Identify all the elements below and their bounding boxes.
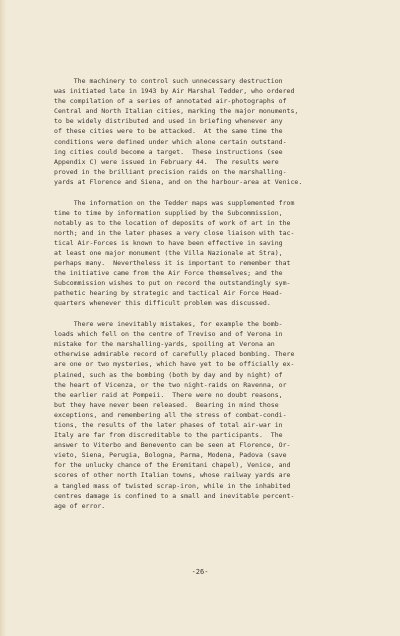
text-line: exceptions, and remembering all the stress of combat-condi-	[54, 410, 287, 419]
text-line: of these cities were to be attacked. At the same time the	[54, 127, 283, 136]
text-line: mistake for the marshalling-yards, spoiling at Verona an	[54, 340, 275, 349]
text-line: the compilation of a series of annotated air-photographs of	[54, 97, 287, 106]
text-line: Central and North Italian cities, marking the major monuments,	[54, 107, 299, 116]
text-line: tions, the results of the later phases of total air-war in	[54, 421, 283, 429]
text-line: tical Air-Forces is known to have been effective in saving	[54, 238, 283, 247]
text-line: notably as to the location of deposits of work of art in the	[54, 218, 291, 227]
text-line: at least one major monument (the Villa Nazionale at Stra),	[54, 249, 283, 257]
paragraph-2	[54, 198, 374, 309]
text-line: scores of other north Italian towns, whose railway yards are	[54, 471, 291, 480]
text-line: pathetic hearing by strategic and tactical Air Force Head-	[54, 289, 283, 298]
text-line: answer to Viterbo and Benevento can be seen at Florence, Or-	[54, 441, 291, 450]
text-line: north; and in the later phases a very close liaison with tac-	[54, 228, 295, 237]
paragraph-gap	[54, 187, 374, 198]
paragraph-gap	[54, 309, 374, 320]
text-line: centres damage is confined to a small and inevitable percent-	[54, 491, 295, 500]
text-line: conditions were defined under which alone certain outstand-	[54, 137, 287, 146]
text-line: The machinery to control such unnecessary destruction	[54, 77, 283, 85]
text-line: plained, such as the bombing (both by day and by night) of	[54, 370, 283, 379]
text-line: age of error.	[54, 501, 106, 510]
text-line: There were inevitably mistakes, for example the bomb-	[54, 320, 283, 329]
document-body	[54, 76, 374, 511]
text-line: ing cities could become a target. These instructions (see	[54, 147, 283, 156]
text-line: for the unlucky chance of the Eremitani chapel), Venice, and	[54, 461, 291, 470]
text-line: vieto, Siena, Perugia, Bologna, Parma, Modena, Padova (save	[54, 451, 287, 460]
text-line: proved in the brilliant precision raids on the marshalling-	[54, 167, 287, 176]
text-line: time to time by information supplied by the Subcommission,	[54, 208, 283, 217]
text-line: quarters whenever this difficult problem was discussed.	[54, 299, 271, 308]
text-line: are one or two mysteries, which have yet to be officially ex-	[54, 360, 295, 369]
text-line: the earlier raid at Pompeii. There were no doubt reasons,	[54, 390, 283, 399]
text-line: Appendix C) were issued in February 44. The results were	[54, 157, 279, 166]
text-line: a tangled mass of twisted scrap-iron, while in the inhabited	[54, 481, 291, 490]
text-line: but they have never been released. Bearing in mind those	[54, 400, 279, 409]
paragraph-3	[54, 319, 374, 511]
text-line: yards at Florence and Siena, and on the harbour-area at Venice.	[54, 177, 303, 186]
text-line: the initiative came from the Air Force themselves; and the	[54, 269, 283, 278]
text-line: to be widely distributed and used in briefing whenever any	[54, 117, 283, 126]
text-line: Italy are far from discreditable to the participants. The	[54, 431, 283, 440]
text-line: the heart of Vicenza, or the two night-raids on Ravenna, or	[54, 380, 287, 389]
text-line: The information on the Tedder maps was supplemented from	[54, 198, 295, 207]
text-line: loads which fell on the centre of Treviso and of Verona in	[54, 330, 283, 339]
text-line: was initiated late in 1943 by Air Marshal Tedder, who ordered	[54, 87, 295, 96]
paragraph-1	[54, 76, 374, 187]
page-number: -26-	[191, 568, 209, 576]
text-line: perhaps many. Nevertheless it is important to remember that	[54, 259, 291, 268]
text-line: Subcommission wishes to put on record the outstandingly sym-	[54, 279, 291, 288]
text-line: otherwise admirable record of carefully placed bombing. There	[54, 350, 295, 359]
